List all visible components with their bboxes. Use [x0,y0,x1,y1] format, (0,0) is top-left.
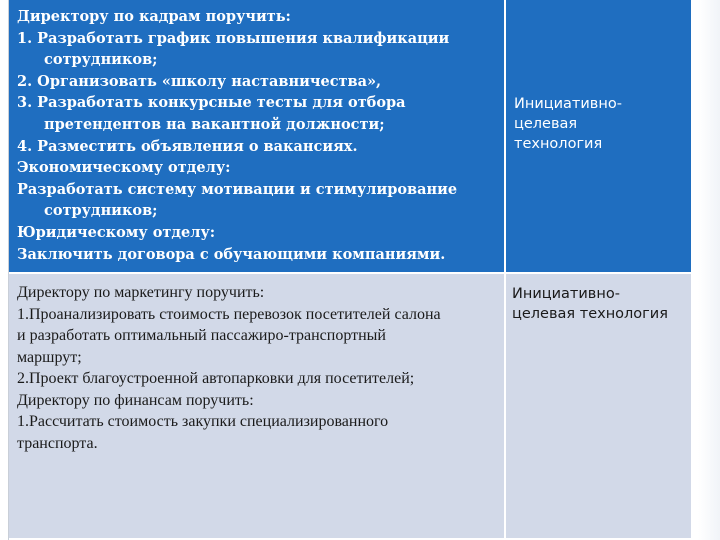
row2-line-5: 2.Проект благоустроенной автопарковки для посетителей; [17,370,415,387]
row1-tech-line-3: технология [514,136,603,152]
row1-line-1: Директору по кадрам поручить: [17,8,291,25]
row2-line-1: Директору по маркетингу поручить: [17,284,265,301]
row1-right-cell [505,0,692,273]
row2-line-6: Директору по финансам поручить: [17,391,254,409]
row1-line-3: сотрудников; [44,51,158,69]
table-row [9,0,692,273]
row1-line-2: 1. Разработать график повышения квалификации [17,29,450,47]
row2-line-3: и разработать оптимальный пассажиро-транспортный [17,327,386,344]
row1-line-10: сотрудников; [44,202,158,220]
row2-tech-line-1: Инициативно- [512,286,620,302]
row1-left-cell [9,0,505,273]
row2-line-4: маршрут; [17,348,82,366]
row1-line-12: Заключить договора с обучающими компаниями. [17,245,446,263]
row2-line-7: 1.Рассчитать стоимость закупки специализированного [17,413,389,430]
row1-line-4: 2. Организовать «школу наставничества», [17,72,382,90]
row1-line-5: 3. Разработать конкурсные тесты для отбора [17,94,406,112]
row2-line-2: 1.Проанализировать стоимость перевозок посетителей салона [17,305,441,323]
row1-line-11: Юридическому отделу: [17,223,216,241]
right-edge-bar [698,0,720,540]
row1-line-7: 4. Разместить объявления о вакансиях. [17,137,358,155]
row1-line-9: Разработать систему мотивации и стимулирование [17,180,458,198]
row1-tech-line-1: Инициативно- [514,96,622,112]
row2-tech-line-2: целевая технология [512,306,668,322]
measures-table [9,0,693,540]
row2-right-cell [505,273,692,539]
table-row [9,273,692,539]
row2-line-8: транспорта. [17,434,98,452]
row1-tech-line-2: целевая [514,116,578,132]
row2-left-cell [9,273,505,539]
row1-line-6: претендентов на вакантной должности; [44,115,385,133]
row1-line-8: Экономическому отделу: [17,159,231,177]
